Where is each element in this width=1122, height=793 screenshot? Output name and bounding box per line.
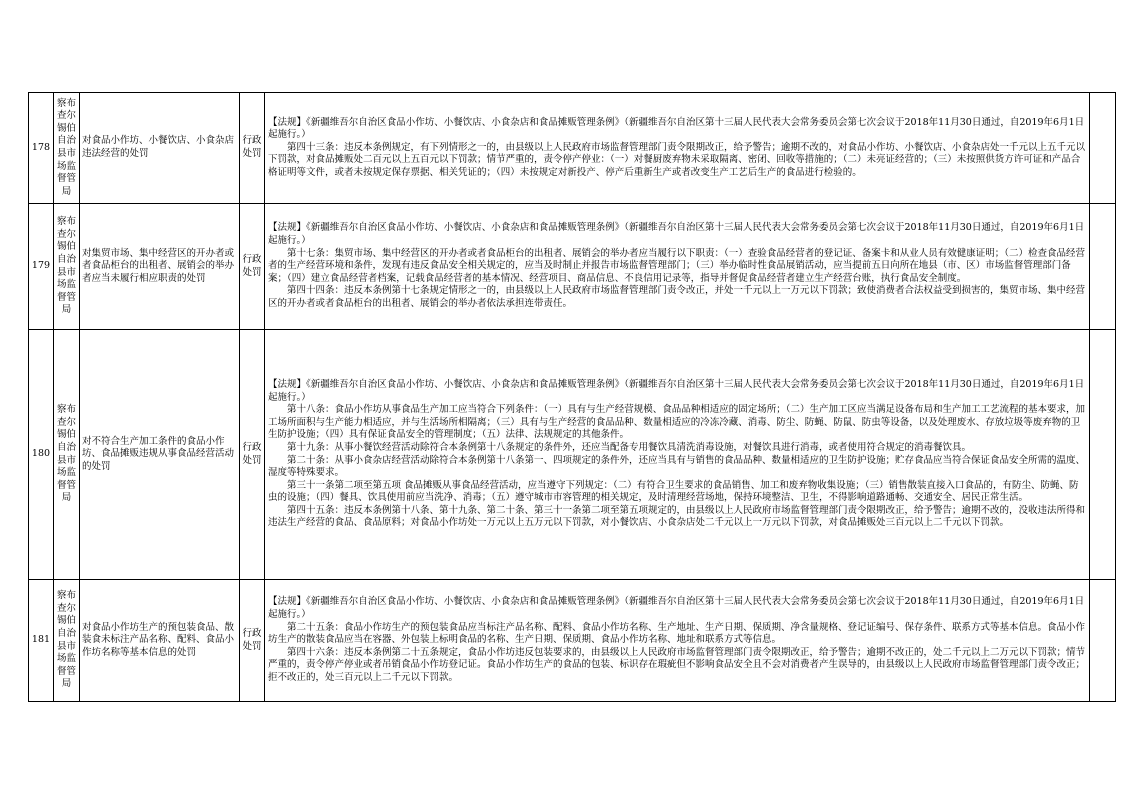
table-row — [29, 580, 1116, 702]
item-name-cell: 对不符合生产加工条件的食品小作坊、食品摊贩违规从事食品经营活动的处罚 — [80, 330, 240, 580]
row-number: 179 — [29, 204, 54, 330]
legal-paragraph: 第十八条：食品小作坊从事食品生产加工应当符合下列条件：（一）具有与生产经营规模、食品品种相适应的固定场所；（二）生产加工区应当满足设备布局和生产加工工艺流程的基本要求，加工场所面积与生产能力相适应，并与生活场所相隔离；（三）具有与生产经营的食品品种、数量相适应的冷冻冷藏、消毒、防尘、防蝇、防鼠、防虫等设备，以及处理废水、存放垃圾等废弃物的卫生防护设施；（四）具有保证食品安全的管理制度；（五）法律、法规规定的其他条件。 — [268, 404, 1086, 441]
legal-paragraph: 第四十五条：违反本条例第十八条、第十九条、第二十条、第三十一条第二项至第五项规定的，由县级以上人民政府市场监督管理部门责令限期改正，给予警告；逾期不改的，没收违法所得和违法生产经营的食品、食品原料；对食品小作坊处一万元以上五万元以下罚款，对小餐饮店、小食杂店处二千元以上一万元以下罚款，对食品摊贩处三百元以上二千元以下罚款。 — [268, 504, 1086, 529]
department-cell: 察布查尔锡伯自治县市场监督管局 — [54, 330, 80, 580]
empty-cell — [1090, 580, 1116, 702]
legal-paragraph: 第十七条：集贸市场、集中经营区的开办者或者食品柜台的出租者、展销会的举办者应当履行以下职责：（一）查验食品经营者的登记证、备案卡和从业人员有效健康证明；（二）检查食品经营者的生产经营环境和条件，发现有违反食品安全相关规定的，应当及时制止并报告市场监督管理部门；（三）举办临时性食品展销活动，应当提前五日向所在地县（市、区）市场监督管理部门备案；（四）建立食品经营者档案，记载食品经营者的基本情况、经营项目、商品信息、不良信用记录等，指导并督促食品经营者建立生产经营台账，执行食品安全制度。 — [268, 247, 1086, 284]
legal-basis-cell — [265, 204, 1090, 330]
table-row — [29, 93, 1116, 204]
type-cell: 行政处罚 — [240, 330, 265, 580]
legal-paragraph: 第十九条：从事小餐饮经营活动除符合本条例第十八条规定的条件外，还应当配备专用餐饮具清洗消毒设施，对餐饮具进行消毒，或者使用符合规定的消毒餐饮具。 — [287, 441, 972, 453]
type-cell: 行政处罚 — [240, 204, 265, 330]
empty-cell — [1090, 330, 1116, 580]
type-cell: 行政处罚 — [240, 93, 265, 204]
legal-paragraph: 【法规】《新疆维吾尔自治区食品小作坊、小餐饮店、小食杂店和食品摊贩管理条例》（新疆维吾尔自治区第十三届人民代表大会常务委员会第七次会议于2018年11月30日通过，自2019年6月1日起施行。） — [268, 378, 1085, 403]
legal-paragraph: 第四十六条：违反本条例第二十五条规定，食品小作坊违反包装要求的，由县级以上人民政府市场监督管理部门责令限期改正，给予警告；逾期不改正的，处二千元以上二万元以下罚款；情节严重的，责令停产停业或者吊销食品小作坊登记证。食品小作坊生产的食品的包装、标识存在瑕疵但不影响食品安全且不会对消费者产生误导的，由县级以上人民政府市场监督管理部门责令改正；拒不改正的，处三百元以上二千元以下罚款。 — [268, 646, 1086, 683]
legal-paragraph: 【法规】《新疆维吾尔自治区食品小作坊、小餐饮店、小食杂店和食品摊贩管理条例》（新疆维吾尔自治区第十三届人民代表大会常务委员会第七次会议于2018年11月30日通过，自2019年6月1日起施行。） — [268, 222, 1085, 247]
legal-basis-cell — [265, 93, 1090, 204]
item-name-cell: 对食品小作坊、小餐饮店、小食杂店违法经营的处罚 — [80, 93, 240, 204]
empty-cell — [1090, 204, 1116, 330]
row-number: 178 — [29, 93, 54, 204]
department-cell: 察布查尔锡伯自治县市场监督管局 — [54, 580, 80, 702]
document-table — [28, 92, 1116, 702]
table-row — [29, 204, 1116, 330]
type-cell: 行政处罚 — [240, 580, 265, 702]
legal-paragraph: 第四十四条：违反本条例第十七条规定情形之一的，由县级以上人民政府市场监督管理部门责令改正，并处一千元以上一万元以下罚款；致使消费者合法权益受到损害的，集贸市场、集中经营区的开办者或者食品柜台的出租者、展销会的举办者依法承担连带责任。 — [268, 285, 1086, 309]
legal-paragraph: 第三十一条第二项至第五项 食品摊贩从事食品经营活动，应当遵守下列规定：（二）有符合卫生要求的食品销售、加工和废弃物收集设施；（三）销售散装直接入口食品的，有防尘、防蝇、防虫的设施；（四）餐具、饮具使用前应当洗净、消毒；（五）遵守城市市容管理的相关规定，及时清理经营场地，保持环境整洁、卫生，不得影响道路通畅、交通安全、居民正常生活。 — [268, 479, 1079, 504]
legal-paragraph: 第二十五条：食品小作坊生产的预包装食品应当标注产品名称、配料、食品小作坊名称、生产地址、生产日期、保质期、净含量规格、登记证编号、保存条件、联系方式等基本信息。食品小作坊生产的散装食品应当在容器、外包装上标明食品的名称、生产日期、保质期、食品小作坊名称、地址和联系方式等信息。 — [268, 621, 1086, 646]
empty-cell — [1090, 93, 1116, 204]
legal-paragraph: 【法规】《新疆维吾尔自治区食品小作坊、小餐饮店、小食杂店和食品摊贩管理条例》（新疆维吾尔自治区第十三届人民代表大会常务委员会第七次会议于2018年11月30日通过，自2019年6月1日起施行。） — [268, 116, 1085, 141]
table-row — [29, 330, 1116, 580]
row-number: 181 — [29, 580, 54, 702]
department-cell: 察布查尔锡伯自治县市场监督管局 — [54, 93, 80, 204]
legal-basis-cell — [265, 330, 1090, 580]
legal-paragraph: 第二十条：从事小食杂店经营活动除符合本条例第十八条第一、四项规定的条件外，还应当具有与销售的食品品种、数量相适应的卫生防护设施；贮存食品应当符合保证食品安全所需的温度、湿度等特殊要求。 — [268, 454, 1086, 479]
department-cell: 察布查尔锡伯自治县市场监督管局 — [54, 204, 80, 330]
row-number: 180 — [29, 330, 54, 580]
legal-paragraph: 【法规】《新疆维吾尔自治区食品小作坊、小餐饮店、小食杂店和食品摊贩管理条例》（新疆维吾尔自治区第十三届人民代表大会常务委员会第七次会议于2018年11月30日通过，自2019年6月1日起施行。） — [268, 596, 1085, 621]
legal-basis-cell — [265, 580, 1090, 702]
item-name-cell: 对集贸市场、集中经营区的开办者或者食品柜台的出租者、展销会的举办者应当未履行相应职责的处罚 — [80, 204, 240, 330]
legal-paragraph: 第四十三条：违反本条例规定，有下列情形之一的，由县级以上人民政府市场监督管理部门责令限期改正，给予警告；逾期不改的，对食品小作坊、小餐饮店、小食杂店处一千元以上五千元以下罚款，对食品摊贩处二百元以上五百元以下罚款；情节严重的，责令停产停业：（一）对餐厨废弃物未采取隔离、密闭、回收等措施的；（二）未亮证经营的；（三）未按照供货方许可证和产品合格证明等文件，或者未按规定保存票据、相关凭证的；（四）未按规定对新投产、停产后重新生产或者改变生产工艺后生产的食品进行检验的。 — [268, 141, 1086, 178]
item-name-cell: 对食品小作坊生产的预包装食品、散装食未标注产品名称、配料、食品小作坊名称等基本信息的处罚 — [80, 580, 240, 702]
